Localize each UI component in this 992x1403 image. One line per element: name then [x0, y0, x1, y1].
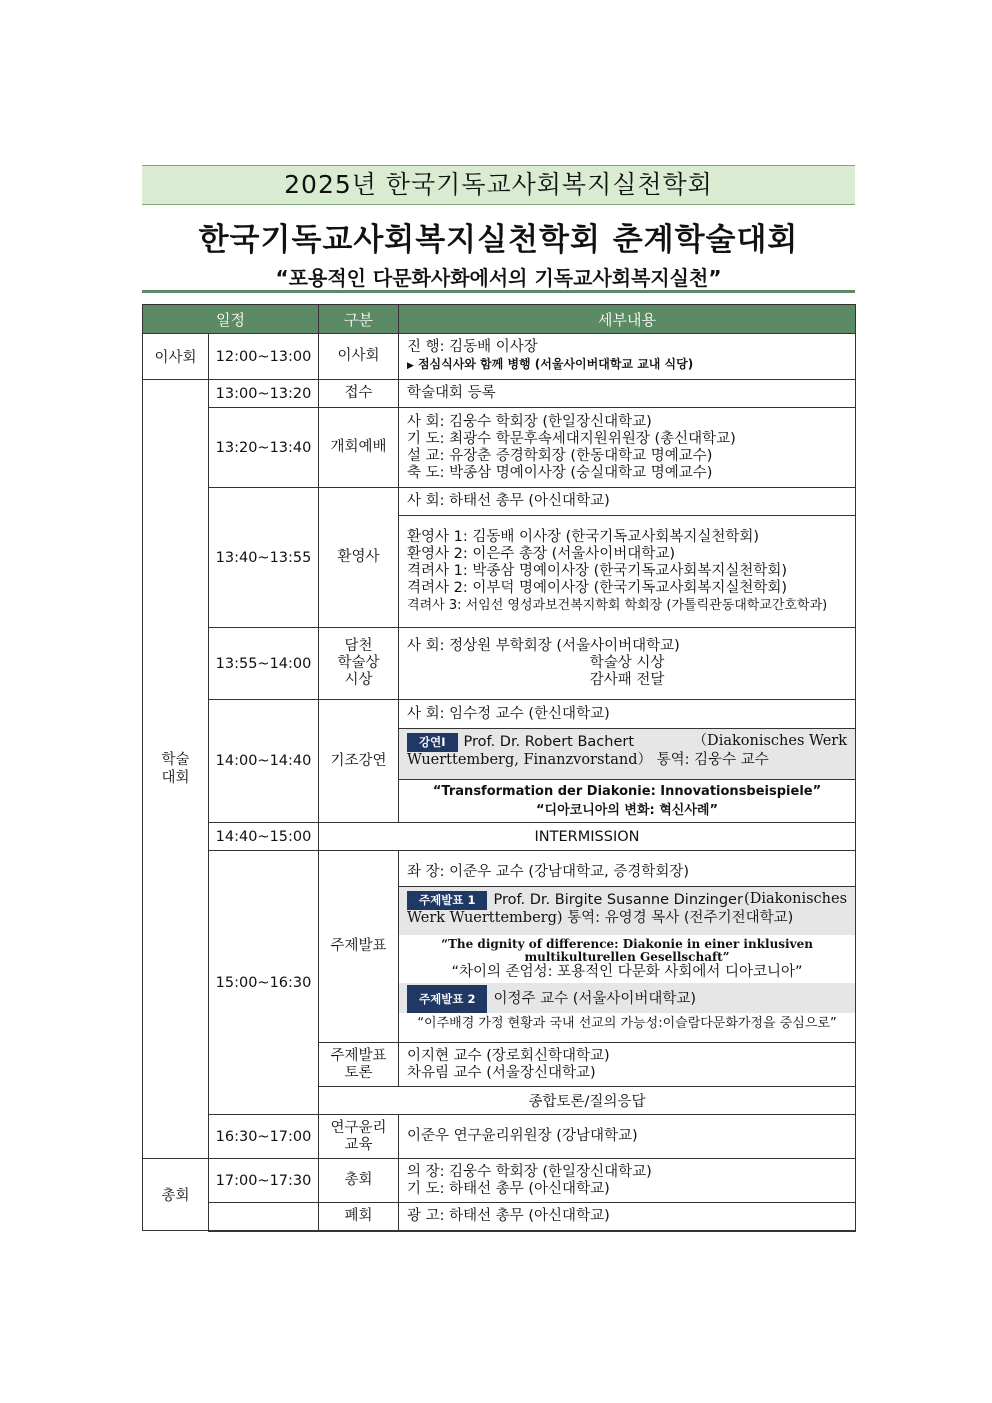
time-cell: 13:40~13:55: [209, 488, 319, 628]
detail-line: 사 회: 정상원 부학회장 (서울사이버대학교): [407, 638, 680, 654]
intermission-cell: INTERMISSION: [319, 823, 856, 851]
section-academic: 학술 대회: [143, 380, 209, 1159]
detail-line: 기 도: 하태선 총무 (아신대학교): [407, 1180, 610, 1197]
topic-korean: “디아코니아의 변화: 혁신사례”: [535, 803, 719, 818]
detail-line: 기 도: 최광수 학문후속세대지원위원장 (총신대학교): [407, 430, 736, 447]
time-cell: 14:00~14:40: [209, 700, 319, 823]
detail-line: 좌 장: 이준우 교수 (강남대학교, 증경학회장): [399, 858, 855, 887]
type-cell: 이사회: [319, 334, 399, 380]
time-cell: 13:55~14:00: [209, 628, 319, 700]
time-cell: 13:20~13:40: [209, 408, 319, 488]
type-cell: 개회예배: [319, 408, 399, 488]
keynote-speaker-block: [399, 729, 855, 780]
detail-line: 사 회: 하태선 총무 (아신대학교): [399, 488, 856, 516]
type-cell: 연구윤리 교육: [319, 1115, 399, 1159]
detail-line: 격려사 2: 이부덕 명예이사장 (한국기독교사회복지실천학회): [407, 580, 788, 596]
speaker-name: 이정주 교수 (서울사이버대학교): [493, 991, 697, 1007]
interpreter: 통역: 김웅수 교수: [656, 752, 769, 768]
header-schedule: 일정: [143, 305, 319, 334]
details-cell: [399, 516, 856, 628]
time-cell: 12:00~13:00: [209, 334, 319, 380]
details-cell: 광 고: 하태선 총무 (아신대학교): [399, 1203, 856, 1231]
details-cell: [399, 700, 856, 823]
table-row: [143, 628, 856, 700]
page-subtitle: “포용적인 다문화사화에서의 기독교사회복지실천”: [275, 266, 722, 290]
detail-line: 격려사 1: 박종삼 명예이사장 (한국기독교사회복지실천학회): [407, 563, 788, 579]
interpreter: 통역: 유영경 목사 (전주기전대학교): [567, 910, 794, 926]
detail-line: 차유림 교수 (서울장신대학교): [407, 1064, 596, 1081]
speaker-name: Prof. Dr. Robert Bachert: [463, 734, 635, 750]
time-cell: [209, 1203, 319, 1231]
topic-german: “Transformation der Diakonie: Innovationsbeispiele”: [432, 784, 822, 799]
table-row: [143, 380, 856, 408]
detail-line: 이지현 교수 (장로회신학대학교): [407, 1047, 610, 1064]
type-cell: 주제발표 토론: [319, 1043, 399, 1087]
details-cell: 이준우 연구윤리위원장 (강남대학교): [399, 1115, 856, 1159]
speaker-org: Wuerttemberg, Finanzvorstand）: [407, 752, 653, 768]
detail-line: 격려사 3: 서임선 영성과보건복지학회 학회장 (가톨릭관동대학교간호학과): [407, 598, 828, 613]
keynote-topic: [399, 780, 855, 822]
time-cell: 17:00~17:30: [209, 1159, 319, 1203]
time-cell: 13:00~13:20: [209, 380, 319, 408]
detail-line: 진 행: 김동배 이사장: [407, 338, 538, 355]
type-cell: 총회: [319, 1159, 399, 1203]
topic-korean: “차이의 존엄성: 포용적인 다문화 사회에서 디아코니아”: [451, 964, 803, 980]
table-header-row: [143, 305, 856, 334]
topic-english: “The dignity of difference: Diakonie in einer inklusiven multikulturellen Gesellschaft”: [441, 937, 813, 964]
table-row: [143, 408, 856, 488]
details-cell: [399, 334, 856, 380]
type-cell: 환영사: [319, 488, 399, 628]
detail-note: 점심식사와 함께 병행 (서울사이버대학교 교내 식당): [417, 356, 694, 371]
session1-speaker-block: [399, 887, 855, 935]
type-cell: 담천 학술상 시상: [319, 628, 399, 700]
session2-speaker-block: [399, 983, 855, 1013]
detail-line: 학술상 시상: [589, 655, 665, 671]
table-row: [143, 1115, 856, 1159]
detail-line: 환영사 1: 김동배 이사장 (한국기독교사회복지실천학회): [407, 529, 760, 545]
details-cell: [399, 1043, 856, 1087]
details-cell: [399, 1159, 856, 1203]
detail-line: 사 회: 임수정 교수 (한신대학교): [399, 700, 855, 729]
session1-tag: 주제발표 1: [407, 891, 487, 910]
speaker-org: Werk Wuerttemberg): [407, 910, 563, 926]
details-cell: [399, 408, 856, 488]
lecture-tag: 강연I: [407, 733, 458, 752]
type-cell: 기조강연: [319, 700, 399, 823]
detail-line: 의 장: 김웅수 학회장 (한일장신대학교): [407, 1163, 652, 1180]
section-board: 이사회: [143, 334, 209, 380]
conference-banner: 2025년 한국기독교사회복지실천학회: [142, 165, 855, 205]
detail-line: 사 회: 김웅수 학회장 (한일장신대학교): [407, 413, 652, 430]
header-category: 구분: [319, 305, 399, 334]
table-row: [143, 488, 856, 516]
details-cell: [399, 628, 856, 700]
speaker-org: （Diakonisches Werk: [692, 733, 848, 749]
type-cell: 접수: [319, 380, 399, 408]
table-row: [143, 334, 856, 380]
schedule-table: [142, 304, 856, 1232]
title-divider: [142, 290, 855, 293]
section-general: 총회: [143, 1159, 209, 1231]
details-cell: [399, 851, 856, 1043]
table-row: [143, 851, 856, 1043]
details-cell: 학술대회 등록: [399, 380, 856, 408]
speaker-name: Prof. Dr. Birgite Susanne Dinzinger: [493, 892, 743, 908]
qa-cell: 종합토론/질의응답: [319, 1087, 856, 1115]
session1-topic: [399, 935, 855, 983]
table-row: [143, 1203, 856, 1231]
speaker-org: (Diakonisches: [744, 891, 848, 907]
page-title: 한국기독교사회복지실천학회 춘계학술대회: [198, 222, 799, 258]
session2-topic: “이주배경 가정 현황과 국내 선교의 가능성:이슬람다문화가정을 중심으로”: [417, 1016, 837, 1031]
time-cell: 16:30~17:00: [209, 1115, 319, 1159]
table-row: [143, 700, 856, 823]
triangle-bullet-icon: ▶: [407, 360, 414, 371]
table-row: [143, 1159, 856, 1203]
table-row: [143, 823, 856, 851]
time-cell: 14:40~15:00: [209, 823, 319, 851]
detail-line: 감사패 전달: [589, 672, 665, 688]
time-cell: 15:00~16:30: [209, 851, 319, 1115]
type-cell: 폐회: [319, 1203, 399, 1231]
detail-line: 설 교: 유장춘 증경학회장 (한동대학교 명예교수): [407, 447, 713, 464]
session2-tag: 주제발표 2: [407, 985, 487, 1013]
type-cell: 주제발표: [319, 851, 399, 1043]
detail-line: 환영사 2: 이은주 총장 (서울사이버대학교): [407, 546, 675, 562]
detail-line: 축 도: 박종삼 명예이사장 (숭실대학교 명예교수): [407, 464, 713, 481]
header-details: 세부내용: [399, 305, 856, 334]
